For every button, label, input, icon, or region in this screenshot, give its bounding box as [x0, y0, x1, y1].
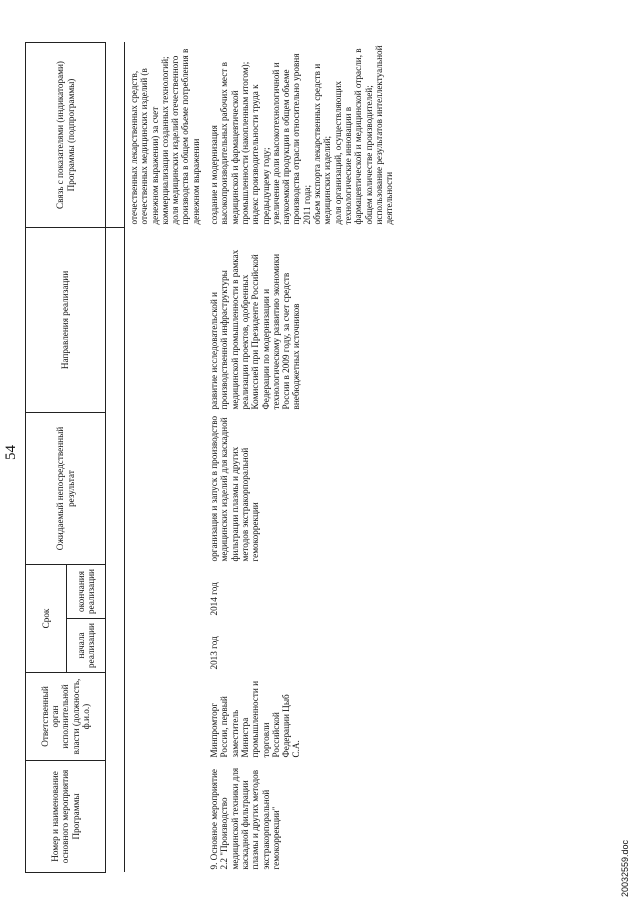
cell-directions: развитие исследовательской и производственной инфраструктуры медицинской промышленности в рамках реализации проектов, одобренных Комиссией при Президенте Российской Федерации по модернизации и технологическому развитию экономики России в 2009 году, за счет средств внебюджетных источников [209, 249, 302, 410]
carryover-indicators [125, 43, 206, 228]
header-term-start: начала реализации [67, 619, 106, 673]
header-term-end: окончания реализации [67, 565, 106, 619]
indicator-item: увеличение доли высокотехнологичной и наукоемкой продукции в общем объеме производства отрасли относительно уровня 2011 года; [270, 53, 312, 225]
carryover-row [125, 43, 206, 873]
indicator-item: использование результатов интеллектуальной деятельности [373, 45, 395, 225]
carryover-indicator: доля медицинских изделий отечественного производства в общем объеме потребления в денежном выражении [170, 48, 201, 225]
row-number: 9. [209, 862, 220, 870]
cell-start: 2013 год [209, 636, 220, 670]
header-row [26, 43, 67, 873]
cell-result: организация и запуск в производство медицинских изделий для каскадной фильтрации плазмы и других методов экстракорпоральной гемокоррекции [209, 415, 261, 562]
header-spacer [106, 43, 125, 873]
cell-responsible: Минпромторг России, первый заместитель Министра промышленности и торговли Российской Федерации Цыб С.А. [209, 680, 302, 758]
measure-text: Основное мероприятие 2.2 "Производство медицинской техники для каскадной фильтрации плазмы и других методов экстракорпоральной гемокоррекции" [209, 767, 281, 870]
program-table [25, 42, 398, 873]
header-responsible: Ответственный орган исполнительной власти (должность, ф.и.о.) [26, 673, 106, 761]
indicator-item: доля организаций, осуществляющих технологические инновации в фармацевтической и медицинской отрасли, в общем количестве производителей; [332, 48, 374, 225]
header-directions: Направления реализации [26, 228, 106, 413]
indicator-item: создание и модернизация высокопроизводительных рабочих мест в медицинской и фармацевтической промышленности (накопленным итогом); [209, 61, 250, 225]
file-name: 20032559.doc [620, 839, 630, 897]
indicator-item: индекс производительности труда к предыдущему году; [250, 84, 271, 225]
page-number: 54 [3, 445, 19, 460]
cell-indicators [205, 43, 398, 228]
header-indicators: Связь с показателями (индикаторами) Программы (подпрограммы) [26, 43, 106, 228]
header-result: Ожидаемый непосредственный результат [26, 413, 106, 565]
carryover-indicator: отечественных лекарственных средств, отечественных медицинских изделий (в денежном выражении) за счет коммерциализации созданных технологий; [129, 56, 170, 225]
indicator-item: объем экспорта лекарственных средств и медицинских изделий; [312, 63, 333, 225]
cell-measure [205, 761, 398, 873]
header-term: Срок [26, 565, 67, 673]
header-measure: Номер и наименование основного мероприятия Программы [26, 761, 106, 873]
cell-end: 2014 год [209, 582, 220, 616]
table-row [205, 43, 398, 873]
